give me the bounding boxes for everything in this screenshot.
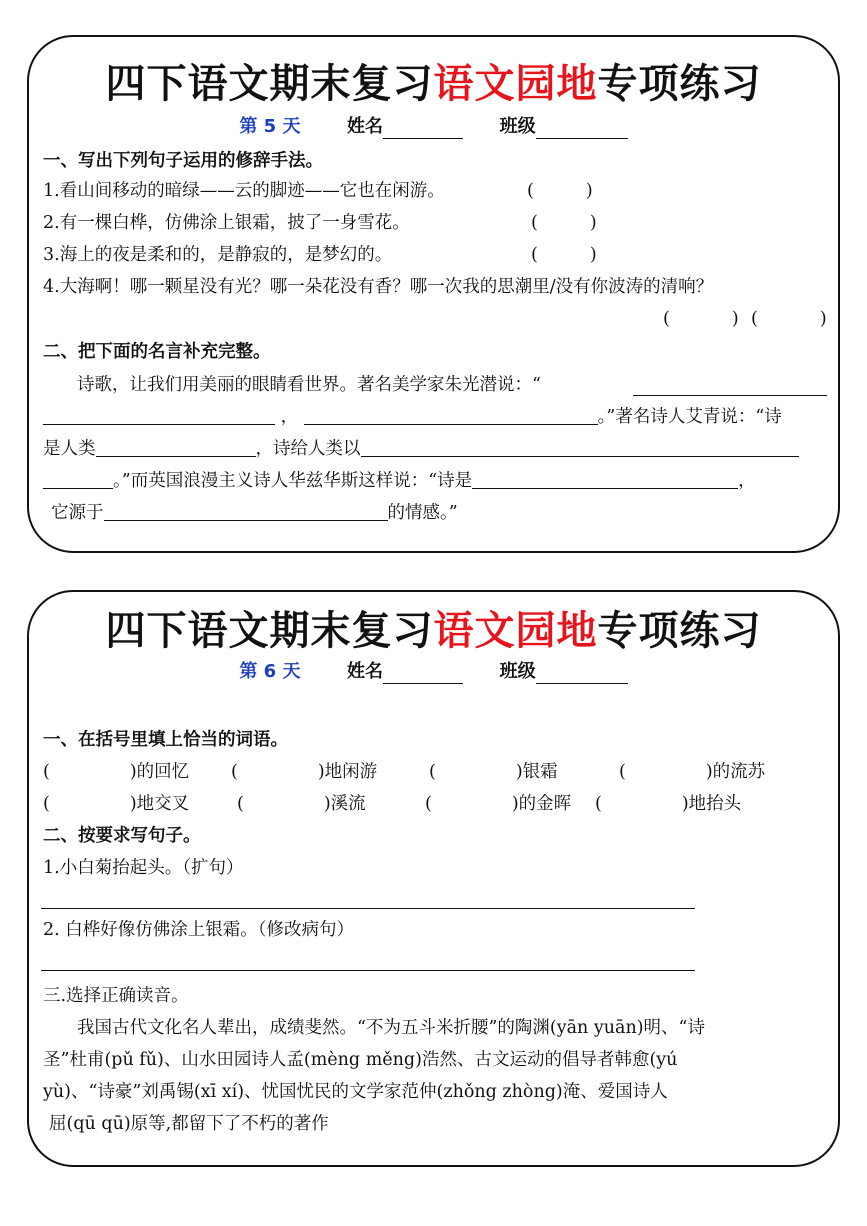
exercise-card-day5 [27,35,840,553]
answer-line-2[interactable] [41,970,695,971]
question-4-text: 4.大海啊！哪一颗星没有光？哪一朵花没有香？哪一次我的思潮里/没有你波涛的清响？ [43,277,714,297]
question-2 [43,211,828,235]
quote-text-1: 诗歌，让我们用美丽的眼睛看世界。著名美学家朱光潜说：“ [77,375,541,395]
title-suffix: 专项练习 [597,608,762,654]
section-1-heading: 一、在括号里填上恰当的词语。 [43,730,288,750]
reading-text: 我国古代文化名人辈出，成绩斐然。“不为五斗米折腰”的陶渊(yān yuān)明、“诗 [77,1018,706,1038]
quote-line-4 [43,469,828,493]
card-title [29,608,838,654]
question-1-text: 1.看山间移动的暗绿——云的脚迹——它也在闲游。 [43,181,445,201]
sentence-task-1: 1.小白菊抬起头。（扩句） [43,858,244,878]
reading-line-1 [43,1016,828,1040]
question-3-text: 3.海上的夜是柔和的，是静寂的，是梦幻的。 [43,245,393,265]
quote-text-3a: 是人类 [43,439,96,459]
blank-line[interactable] [104,502,388,521]
quote-text-5a: 它源于 [51,503,104,523]
answer-paren-3[interactable]: ( ) [531,245,597,265]
fill-item[interactable]: ( )银霜 [429,762,558,782]
title-suffix: 专项练习 [597,61,762,107]
reading-line-3: yù)、“诗豪”刘禹锡(xī xí)、忧国忧民的文学家范仲(zhǒng zhòng)淹、爱国诗人 [43,1082,668,1102]
class-label: 班级 [499,661,536,682]
blank-line[interactable] [43,406,275,425]
quote-text-5b: 的情感。” [387,503,458,523]
blank-line[interactable] [472,470,738,489]
reading-text: 屈(qū qū)原等,都留下了不朽的著作 [49,1114,329,1134]
question-2-text: 2.有一棵白桦，仿佛涂上银霜，披了一身雪花。 [43,213,410,233]
fill-item[interactable]: ( )地闲游 [231,762,378,782]
exercise-card-day6 [27,590,840,1167]
section-3-heading: 三.选择正确读音。 [43,986,189,1006]
class-label: 班级 [499,116,536,137]
comma: ， [738,471,756,491]
card-title [29,61,838,107]
answer-paren-4b[interactable]: ( ) [751,309,827,329]
name-field[interactable] [383,120,463,139]
fill-item[interactable]: ( )的金晖 [425,794,572,814]
question-1 [43,179,828,203]
class-field[interactable] [536,120,628,139]
title-prefix: 四下语文期末复习 [105,608,434,654]
answer-paren-4a[interactable]: ( ) [663,309,739,329]
card-subheader [29,115,838,139]
section-2-heading: 二、把下面的名言补充完整。 [43,342,271,362]
question-3 [43,243,828,267]
fill-item[interactable]: ( )地交叉 [43,794,190,814]
card-subheader [29,660,838,684]
name-label: 姓名 [347,116,384,137]
answer-paren-2[interactable]: ( ) [531,213,597,233]
blank-line[interactable] [43,470,113,489]
fill-item[interactable]: ( )地抬头 [595,794,742,814]
quote-text-3b: ，诗给人类以 [255,439,361,459]
answer-line-1[interactable] [41,908,695,909]
section-1-heading: 一、写出下列句子运用的修辞手法。 [43,151,323,171]
quote-text-4a: 。”而英国浪漫主义诗人华兹华斯这样说：“诗是 [113,471,473,491]
blank-line[interactable] [96,438,256,457]
title-highlight: 语文园地 [433,61,598,107]
quote-line-3 [43,437,828,461]
quote-text-2: 。”著名诗人艾青说：“诗 [597,407,782,427]
name-field[interactable] [383,665,463,684]
fill-item[interactable]: ( )溪流 [237,794,366,814]
reading-line-4 [43,1112,828,1136]
blank-line[interactable] [633,395,827,396]
quote-line-1 [43,373,828,397]
title-highlight: 语文园地 [433,608,598,654]
fill-item[interactable]: ( )的流苏 [619,762,766,782]
title-prefix: 四下语文期末复习 [105,61,434,107]
sentence-task-2: 2. 白桦好像仿佛涂上银霜。（修改病句） [43,920,355,940]
fill-item[interactable]: ( )的回忆 [43,762,190,782]
class-field[interactable] [536,665,628,684]
day-label: 第 5 天 [239,116,301,137]
quote-line-2 [43,405,828,429]
blank-line[interactable] [304,406,598,425]
comma: ， [280,407,299,427]
reading-line-2: 圣”杜甫(pǔ fǔ)、山水田园诗人孟(mèng měng)浩然、古文运动的倡导者韩愈(yú [43,1050,678,1070]
blank-line[interactable] [361,438,799,457]
name-label: 姓名 [347,661,384,682]
quote-line-5 [43,501,828,525]
day-label: 第 6 天 [239,661,301,682]
question-4 [43,275,828,299]
answer-paren-1[interactable]: ( ) [527,181,593,201]
section-2-heading: 二、按要求写句子。 [43,826,201,846]
